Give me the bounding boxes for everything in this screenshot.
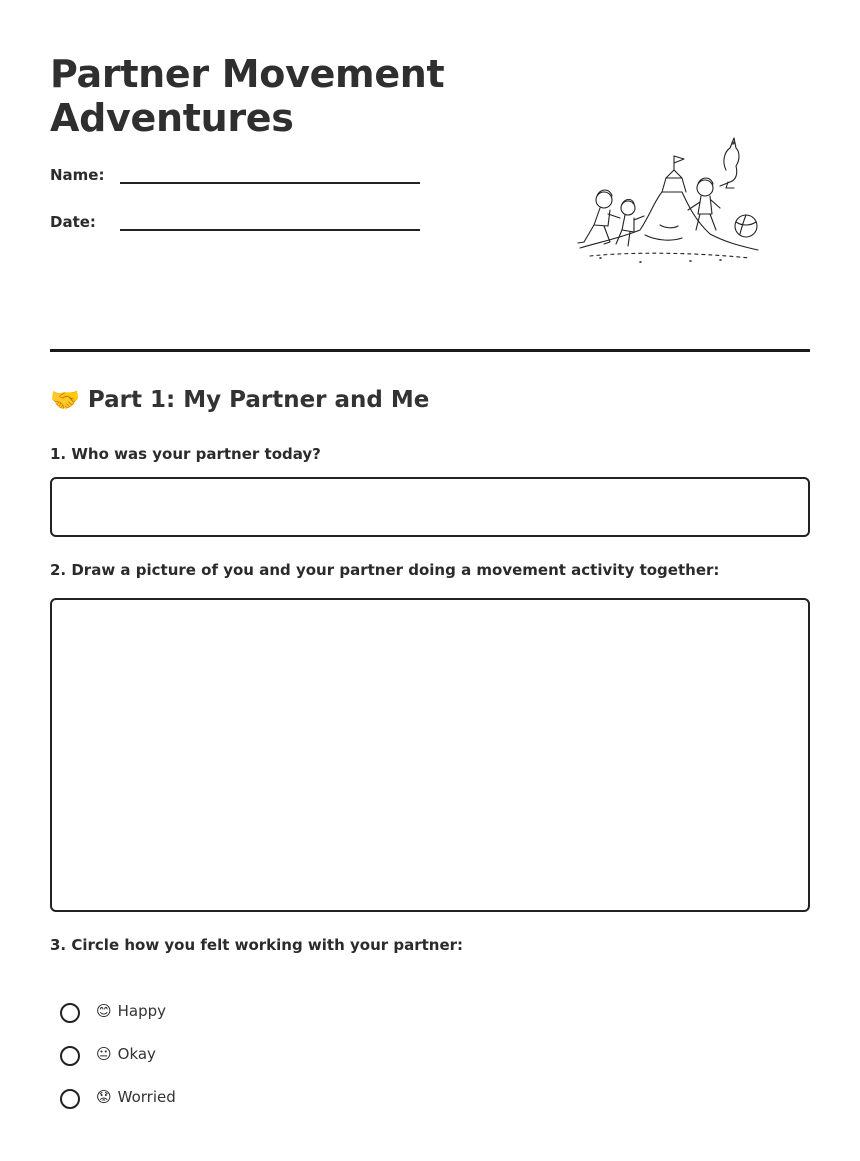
worksheet-title: Partner Movement Adventures [50,52,445,140]
question-2: 2. Draw a picture of you and your partner doing a movement activity together: [50,561,720,579]
radio-circle[interactable] [60,1089,80,1109]
question-1: 1. Who was your partner today? [50,445,321,463]
name-label: Name: [50,166,105,184]
worried-face-icon: 😟 [96,1088,112,1106]
name-line[interactable] [120,182,420,184]
partner-name-answer-box[interactable] [50,477,810,537]
feeling-option-worried[interactable] [60,1084,176,1110]
handshake-icon: 🤝 [50,386,80,414]
kids-sandcastle-illustration [570,130,765,275]
radio-circle[interactable] [60,1046,80,1066]
part1-heading-text: Part 1: My Partner and Me [87,387,430,413]
radio-circle[interactable] [60,1003,80,1023]
option-label: Happy [117,1002,167,1020]
option-label: Worried [117,1088,176,1106]
part1-heading [50,386,429,414]
feeling-option-happy[interactable] [60,998,166,1024]
date-field-row [50,213,420,241]
name-field-row [50,166,420,194]
option-label: Okay [117,1045,156,1063]
feeling-option-okay[interactable] [60,1041,156,1067]
date-label: Date: [50,213,96,231]
question-3: 3. Circle how you felt working with your partner: [50,936,464,954]
drawing-answer-box[interactable] [50,598,810,912]
smile-face-icon: 😊 [96,1002,112,1020]
neutral-face-icon: 😐 [96,1045,112,1063]
date-line[interactable] [120,229,420,231]
header-divider [50,349,810,352]
